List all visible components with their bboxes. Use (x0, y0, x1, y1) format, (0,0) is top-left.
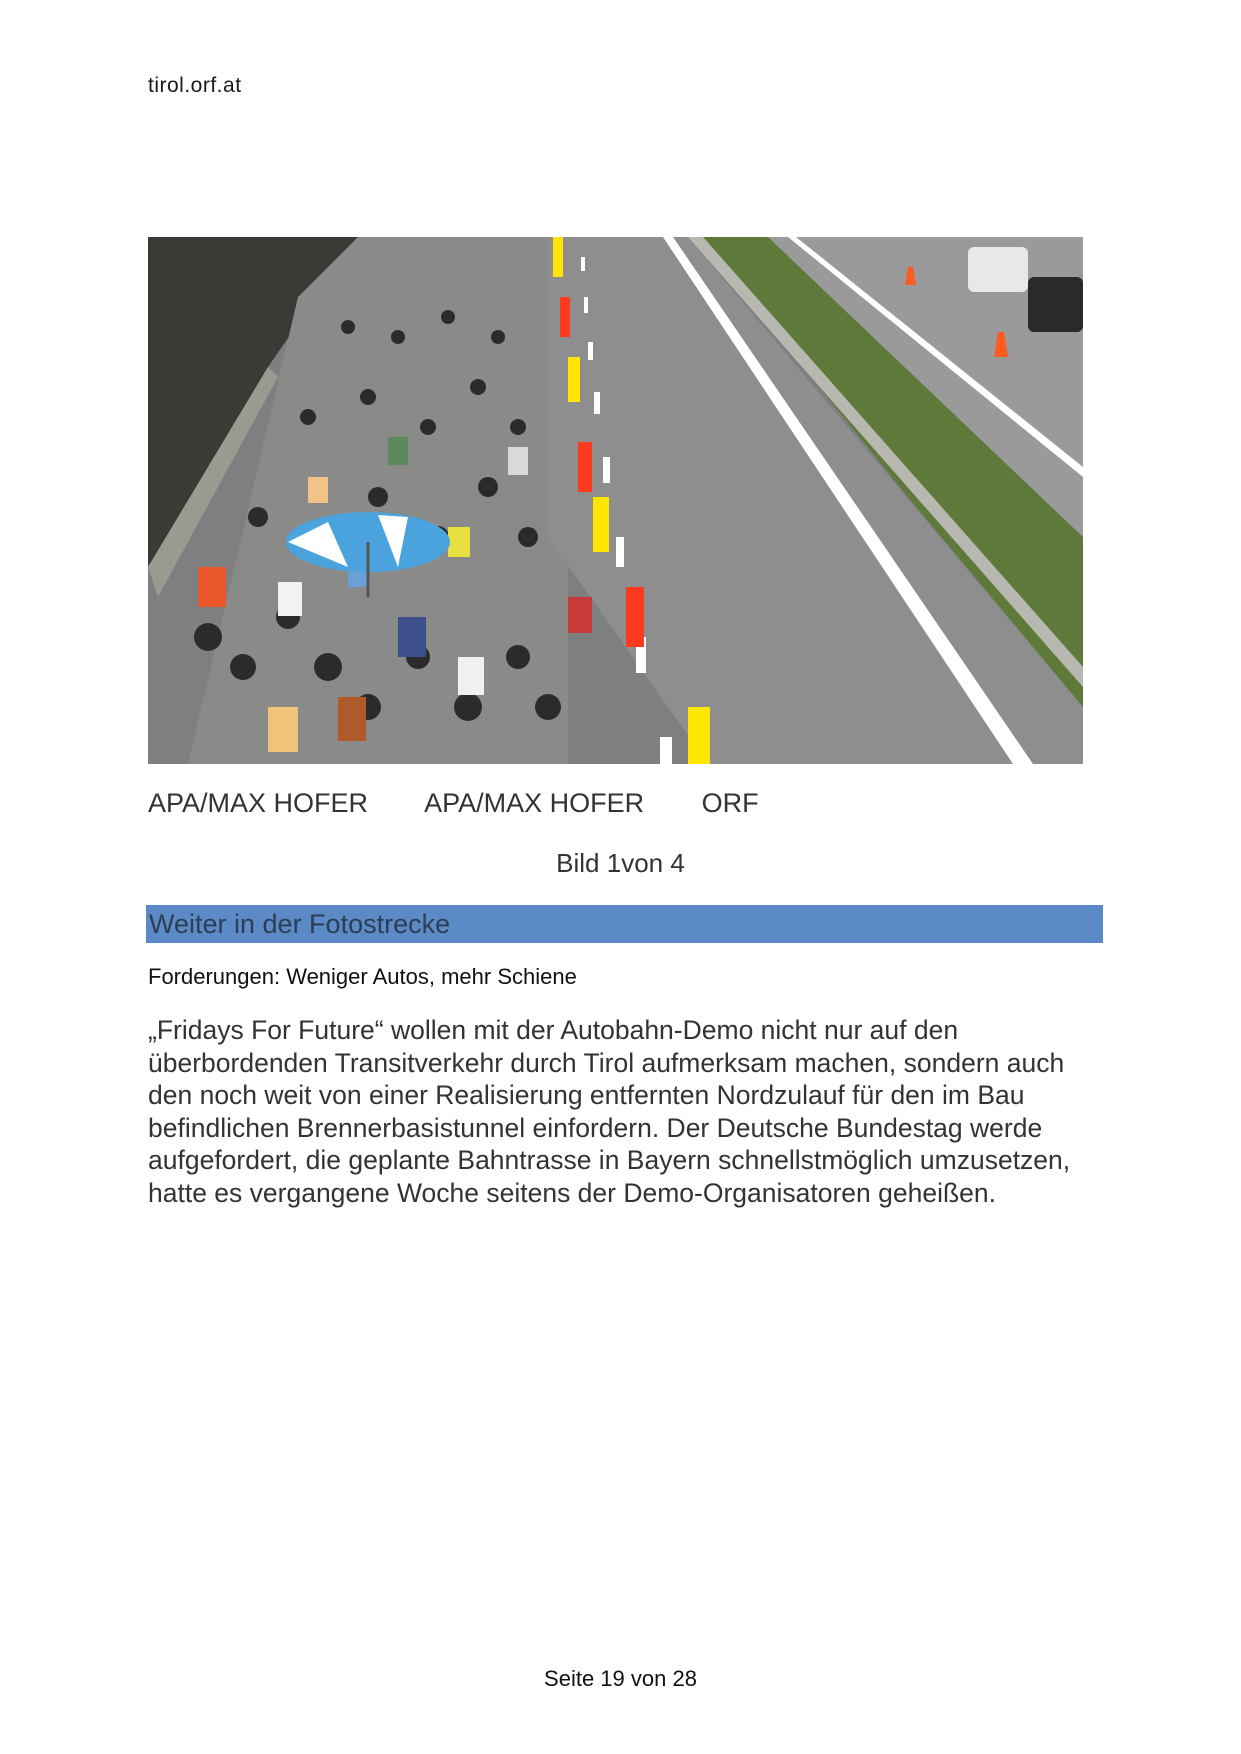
photo-credit: ORF (701, 788, 759, 818)
next-in-gallery-link[interactable]: Weiter in der Fotostrecke (146, 905, 1103, 943)
photo-credit: APA/MAX HOFER (148, 788, 369, 818)
site-name: tirol.orf.at (148, 74, 242, 97)
article-subheading: Forderungen: Weniger Autos, mehr Schiene (148, 964, 577, 989)
counter-prefix: Bild (556, 848, 600, 878)
gallery-photo[interactable] (148, 237, 1083, 764)
gallery-counter (0, 848, 1241, 879)
article-paragraph: „Fridays For Future“ wollen mit der Autobahn-Demo nicht nur auf den überbordenden Transitverkehr durch Tirol aufmerksam machen, sondern auch den noch weit von einer Realisierung entfernten Nordzulauf für den im Bau befindlichen Brennerbasistunnel einfordern. Der Deutsche Bundestag werde aufgefordert, die geplante Bahntrasse in Bayern schnellstmöglich umzusetzen, hatte es vergangene Woche seitens der Demo-Organisatoren geheißen. (148, 1015, 1071, 1208)
counter-current: 1 (606, 848, 622, 878)
counter-total: 4 (670, 848, 685, 878)
photo-illustration (148, 237, 1083, 764)
counter-sep: von (621, 848, 664, 878)
photo-credit: APA/MAX HOFER (424, 788, 645, 818)
page-number: Seite 19 von 28 (544, 1666, 697, 1691)
photo-credits (148, 788, 809, 819)
